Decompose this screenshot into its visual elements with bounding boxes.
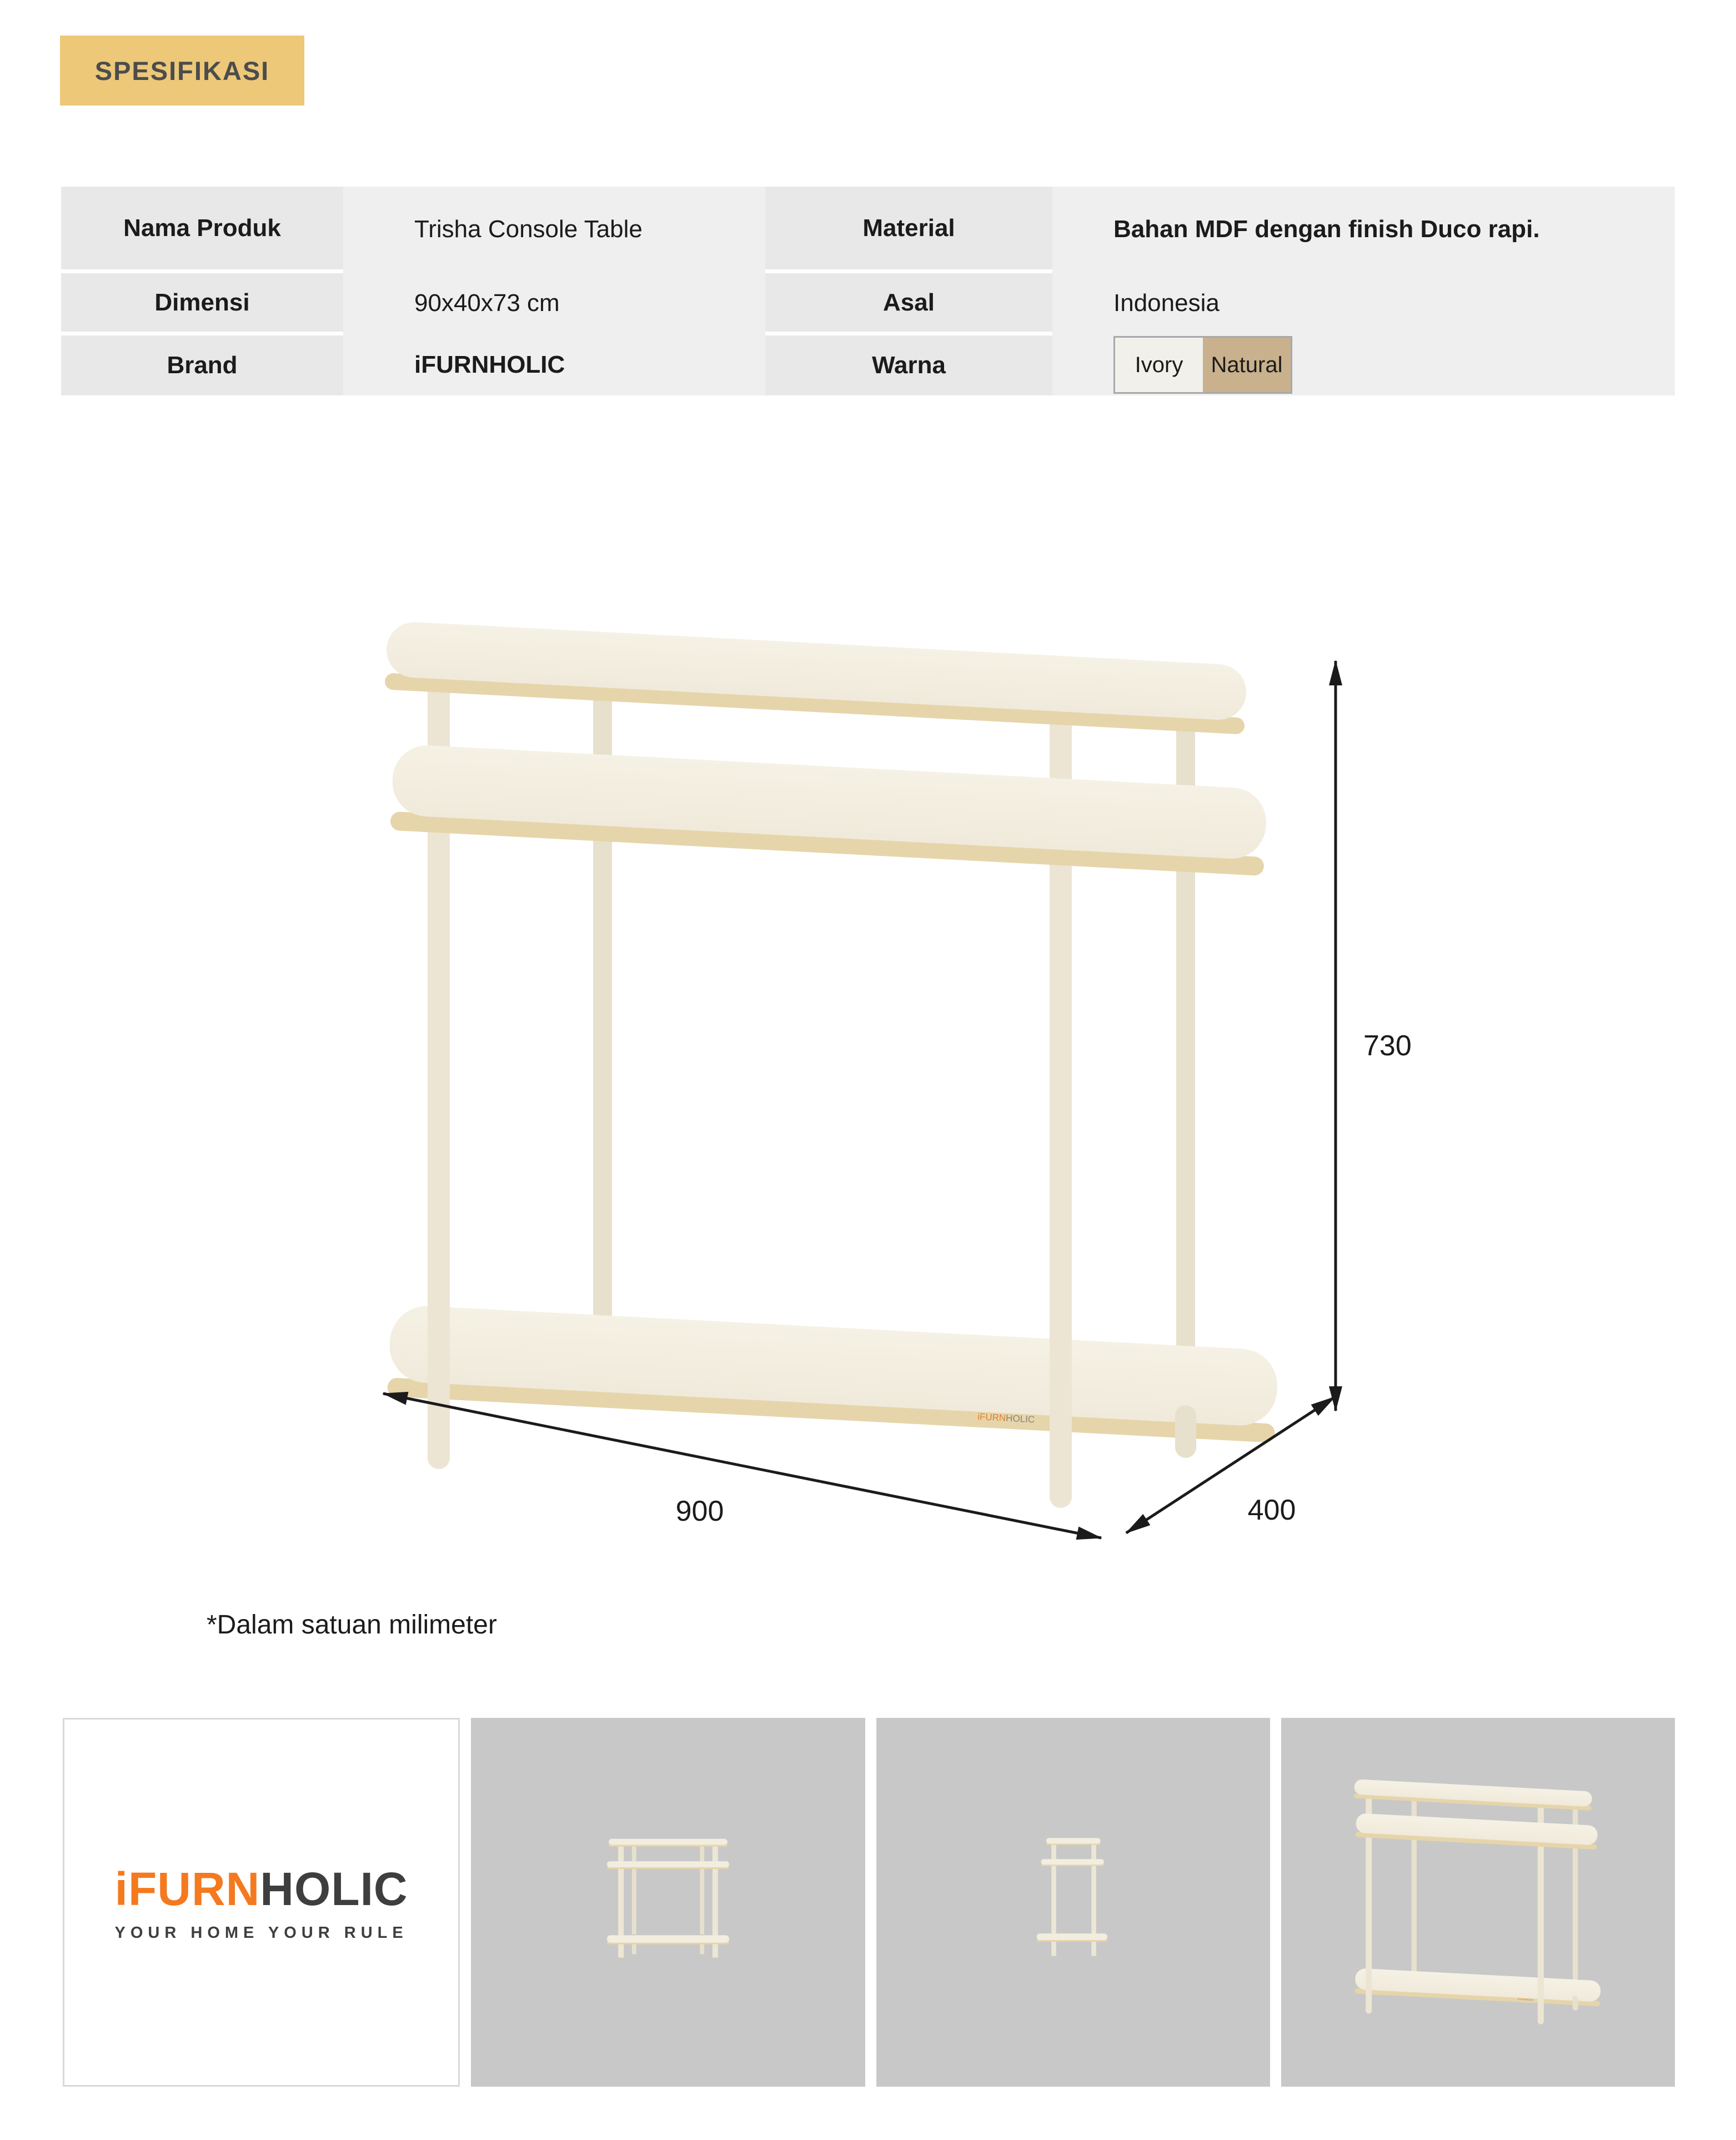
thumbnail-front-view[interactable] [471,1718,865,2087]
brand-text: iFURNHOLIC [414,351,565,378]
height-dimension-label: 730 [1363,1030,1412,1062]
label-cell-dimensi [61,272,343,334]
value-brand [343,334,765,395]
table-perspective-drawing [1342,1772,1614,2033]
label-cell-nama-produk [61,187,343,272]
label-brand: Brand [61,335,343,395]
section-title-badge: SPESIFIKASI [60,36,304,106]
label-warna: Warna [765,335,1052,395]
value-product-name [343,187,765,272]
dimensions-text: 90x40x73 cm [414,289,560,317]
label-cell-asal [765,272,1052,334]
brand-tile [63,1718,460,2087]
brand-logo-part1: iFURN [114,1863,260,1915]
material-text: Bahan MDF dengan finish Duco rapi. [1113,215,1540,243]
label-cell-warna [765,334,1052,395]
color-option-natural[interactable]: Natural [1203,338,1291,392]
table-front-view-drawing [582,1821,754,1984]
label-asal: Asal [765,273,1052,332]
width-dimension-label: 900 [675,1495,724,1527]
brand-tagline: YOUR HOME YOUR RULE [114,1924,408,1942]
footer-gallery [63,1718,1675,2087]
value-origin [1052,272,1675,334]
label-material: Material [765,187,1052,269]
label-nama-produk: Nama Produk [61,187,343,269]
brand-logo-part2: HOLIC [260,1863,408,1915]
thumbnail-perspective-view[interactable] [1281,1718,1675,2087]
units-note: *Dalam satuan milimeter [207,1610,497,1640]
color-option-ivory[interactable]: Ivory [1115,338,1203,392]
depth-dimension-label: 400 [1247,1494,1296,1526]
value-material [1052,187,1675,272]
origin-text: Indonesia [1113,289,1220,317]
value-dimensions [343,272,765,334]
label-dimensi: Dimensi [61,273,343,332]
spec-table [61,187,1675,395]
label-cell-material [765,187,1052,272]
product-dimension-diagram [311,589,1422,1588]
table-side-view-drawing [987,1821,1159,1984]
product-name-text: Trisha Console Table [414,215,643,243]
value-color-options [1052,334,1675,395]
brand-logo [115,1862,408,1916]
label-cell-brand [61,334,343,395]
color-swatch-group [1113,336,1292,394]
thumbnail-side-view[interactable] [876,1718,1270,2087]
